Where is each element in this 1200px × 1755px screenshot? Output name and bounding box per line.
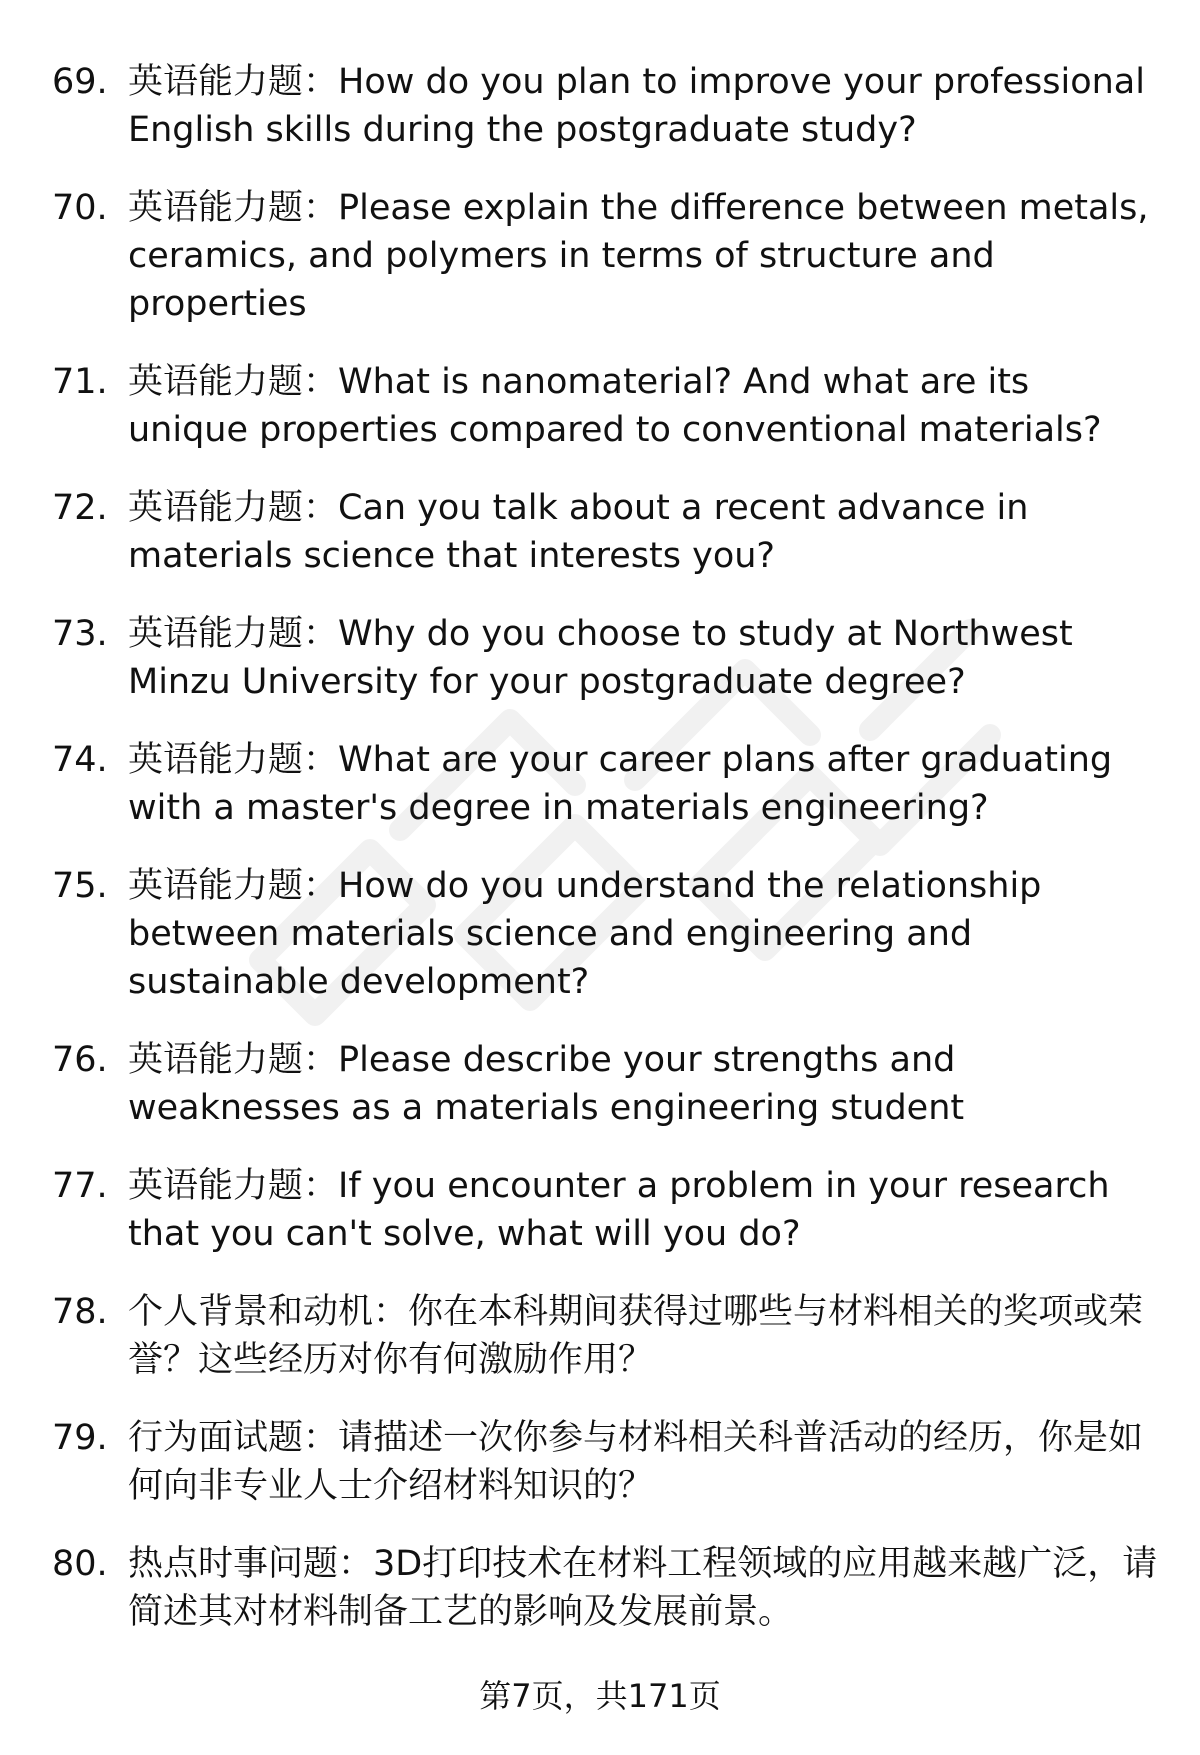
question-item-73	[0, 610, 1200, 706]
question-item-77	[0, 1162, 1200, 1258]
question-number: 74.	[52, 740, 108, 780]
question-text: 英语能力题：What is nanomaterial? And what are its unique properties compared to conventional materials?	[128, 362, 1102, 450]
question-text: 英语能力题：Please explain the difference between metals, ceramics, and polymers in terms of structure and properties	[128, 188, 1149, 324]
question-item-71	[0, 358, 1200, 454]
question-text: 英语能力题：Can you talk about a recent advance in materials science that interests you?	[128, 488, 1029, 576]
question-item-72	[0, 484, 1200, 580]
question-number: 79.	[52, 1418, 108, 1458]
question-text: 英语能力题：If you encounter a problem in your research that you can't solve, what will you do?	[128, 1166, 1110, 1254]
question-text: 英语能力题：How do you understand the relationship between materials science and engineering and sustainable development?	[128, 866, 1042, 1002]
question-item-75	[0, 862, 1200, 1006]
question-number: 73.	[52, 614, 108, 654]
question-text: 英语能力题：How do you plan to improve your professional English skills during the postgraduate study?	[128, 62, 1145, 150]
question-text: 行为面试题：请描述一次你参与材料相关科普活动的经历，你是如何向非专业人士介绍材料知识的？	[128, 1418, 1144, 1506]
question-text: 个人背景和动机：你在本科期间获得过哪些与材料相关的奖项或荣誉？这些经历对你有何激励作用？	[128, 1292, 1144, 1380]
page-number-footer: 第7页，共171页	[479, 1677, 721, 1715]
question-item-70	[0, 184, 1200, 328]
question-item-69	[0, 58, 1200, 154]
question-list	[0, 58, 1200, 1666]
question-item-78	[0, 1288, 1200, 1384]
question-text: 英语能力题：What are your career plans after graduating with a master's degree in materials engineering?	[128, 740, 1113, 828]
question-number: 77.	[52, 1166, 108, 1206]
question-number: 69.	[52, 62, 108, 102]
question-item-74	[0, 736, 1200, 832]
question-text: 英语能力题：Please describe your strengths and weaknesses as a materials engineering student	[128, 1040, 965, 1128]
question-number: 75.	[52, 866, 108, 906]
question-number: 80.	[52, 1544, 108, 1584]
question-number: 76.	[52, 1040, 108, 1080]
question-item-79	[0, 1414, 1200, 1510]
question-number: 72.	[52, 488, 108, 528]
question-number: 78.	[52, 1292, 108, 1332]
question-text: 英语能力题：Why do you choose to study at Northwest Minzu University for your postgraduate degree?	[128, 614, 1073, 702]
question-text: 热点时事问题：3D打印技术在材料工程领域的应用越来越广泛，请简述其对材料制备工艺的影响及发展前景。	[128, 1544, 1158, 1632]
question-number: 71.	[52, 362, 108, 402]
question-item-76	[0, 1036, 1200, 1132]
question-item-80	[0, 1540, 1200, 1636]
question-number: 70.	[52, 188, 108, 228]
